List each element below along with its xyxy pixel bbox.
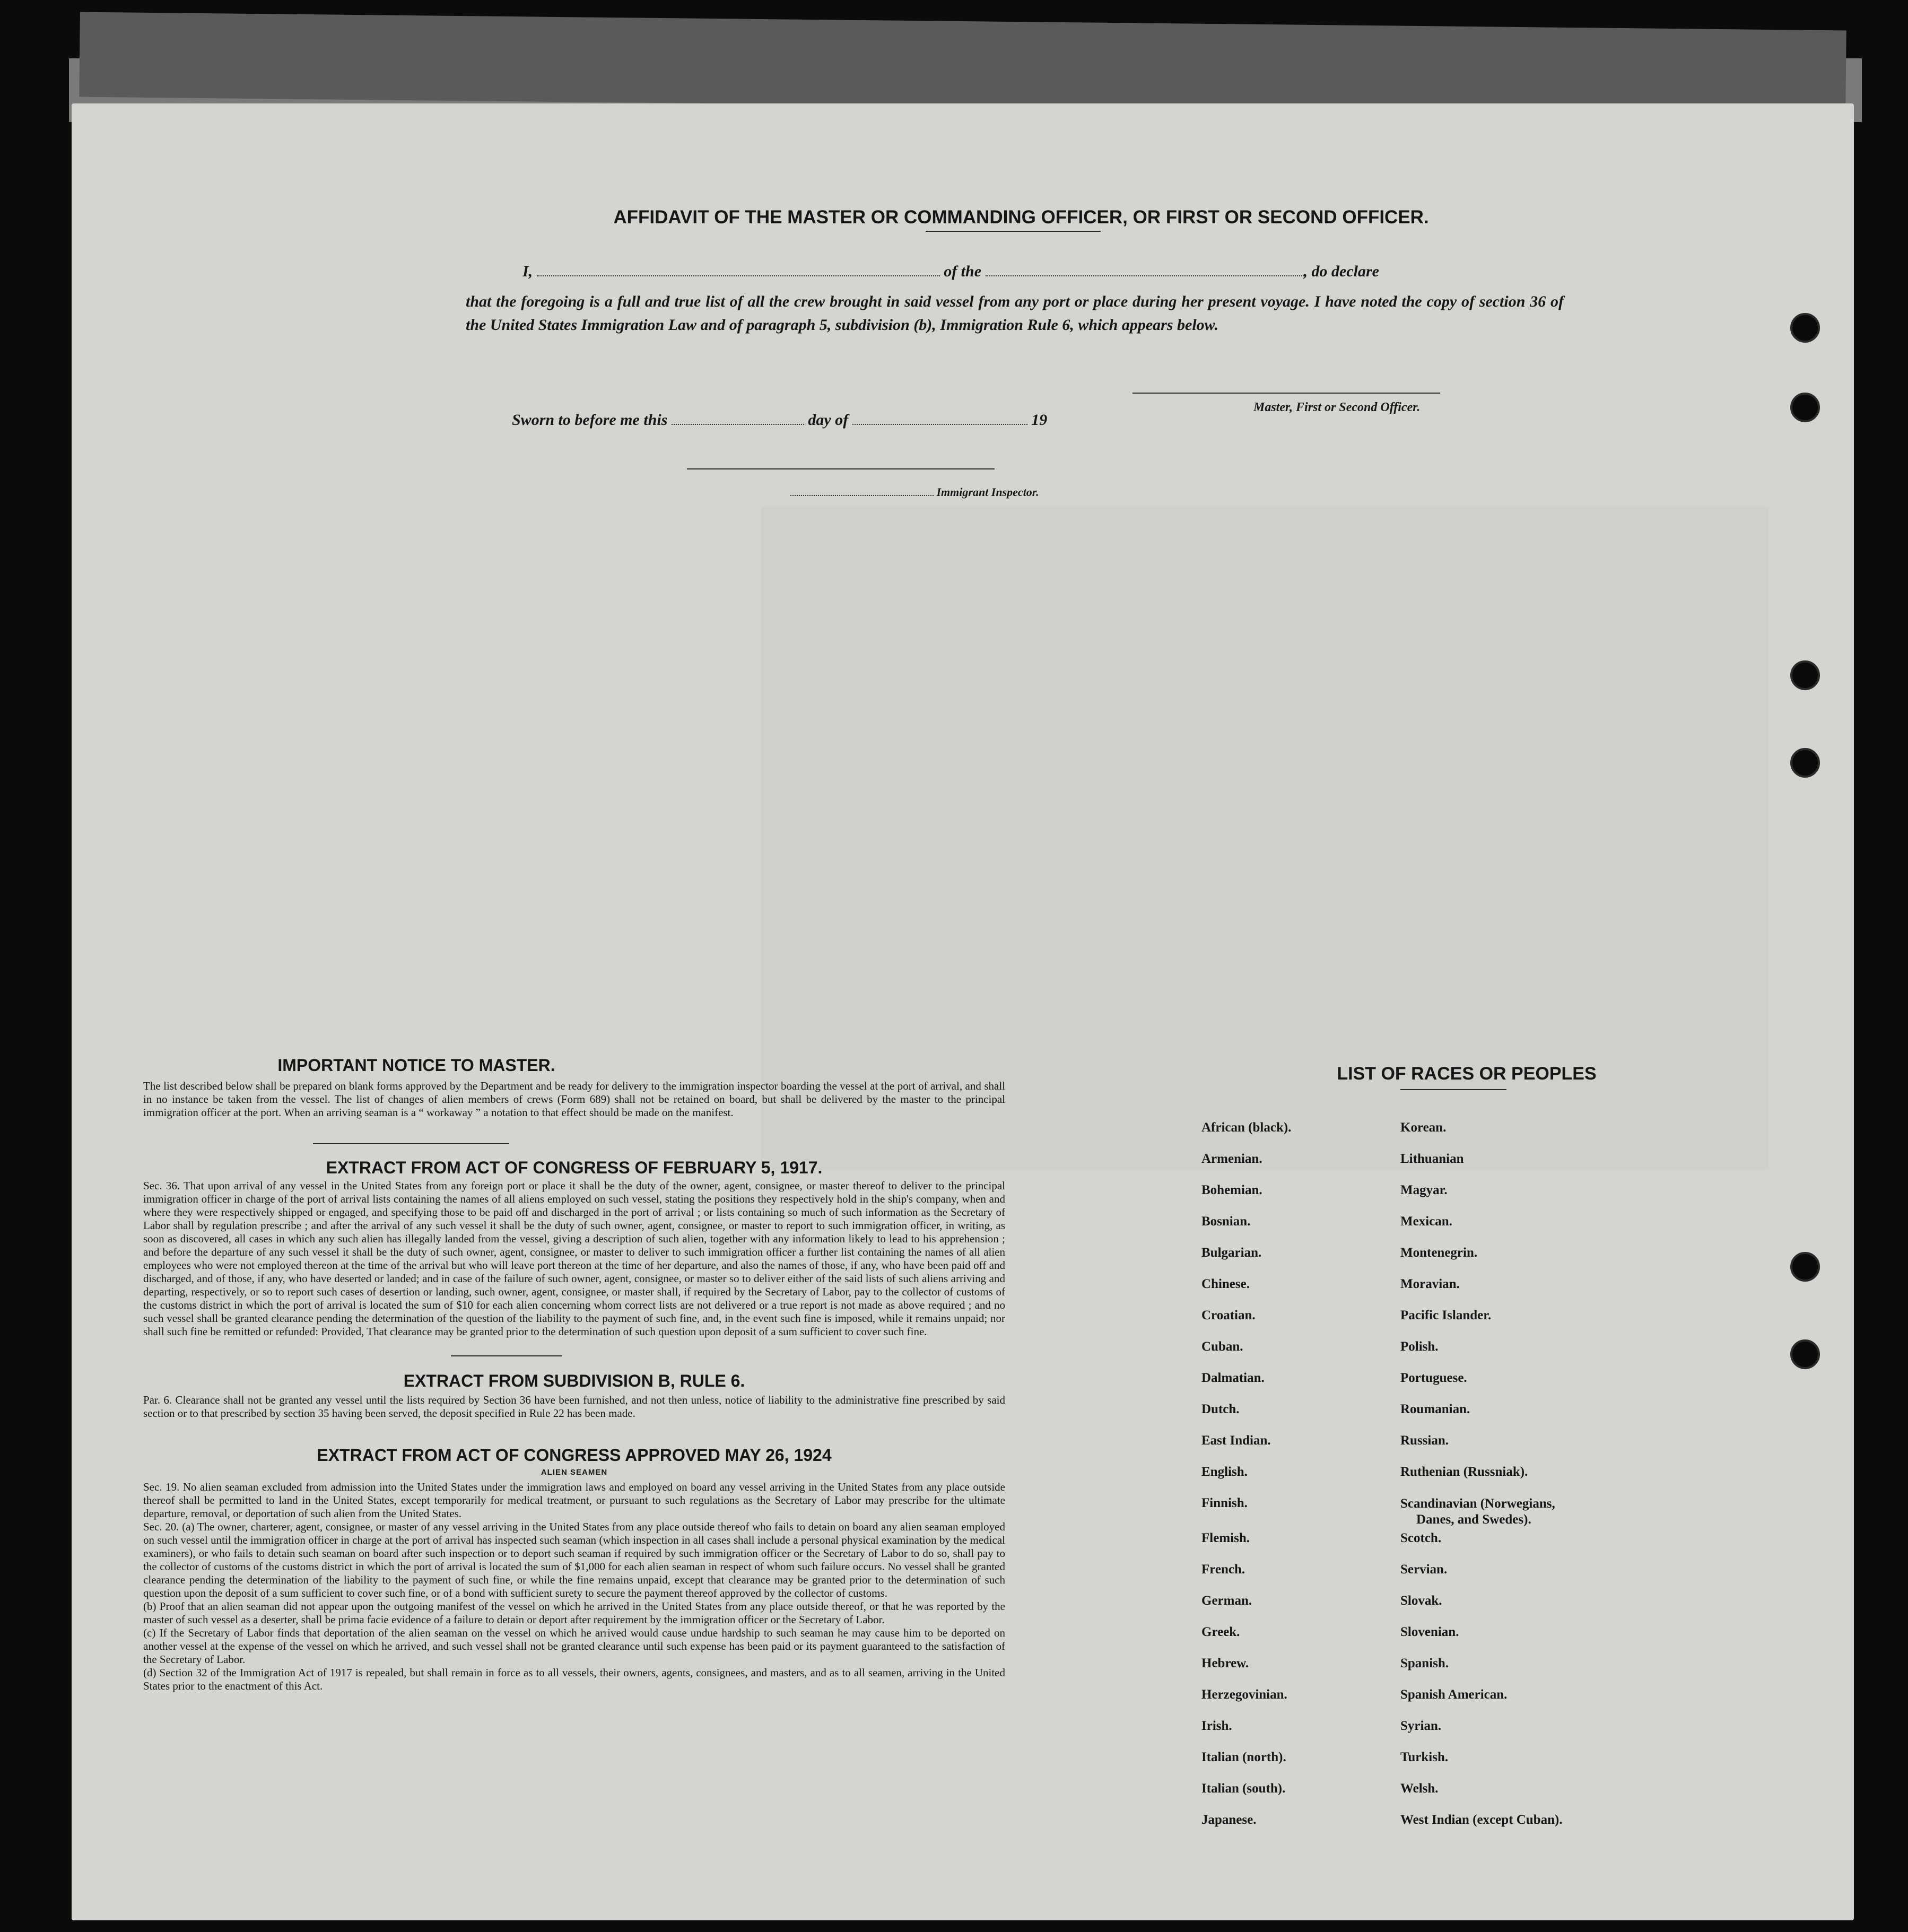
race-item: Japanese. [1201,1813,1257,1827]
race-item: Bohemian. [1201,1183,1262,1197]
do-declare-label: , do declare [1303,263,1379,280]
race-item: Italian (south). [1201,1781,1286,1796]
of-the-label: of the [944,263,982,280]
punch-hole-5 [1790,1252,1820,1282]
sworn-prefix: Sworn to before me this [512,411,668,429]
affidavit-body: that the foregoing is a full and true list of all the crew brought in said vessel from any port or place during her present voyage. I have noted the copy of section 36 of the United States Immigration Law and of paragraph 5, subdivision (b), Immigration Rule 6, which appears below. [466,293,1564,334]
race-item: East Indian. [1201,1433,1271,1448]
race-item: Lithuanian [1400,1152,1464,1166]
punch-hole-2 [1790,393,1820,422]
punch-hole-3 [1790,660,1820,690]
race-item: French. [1201,1562,1245,1577]
inspector-signature-line[interactable] [687,468,995,469]
race-item: Spanish American. [1400,1687,1508,1702]
race-item: Scotch. [1400,1531,1442,1545]
races-right-column [1400,1120,1687,1844]
race-item: Cuban. [1201,1339,1243,1354]
rule6-body: Par. 6. Clearance shall not be granted any vessel until the lists required by Section 36 have been furnished, and not then unless, notice of liability to the administrative fine prescribed by said section or to that prescribed by section 35 having been served, the deposit specified in Rule 22 has been made. [143,1394,1005,1420]
extract-1917-title: EXTRACT FROM ACT OF CONGRESS OF FEBRUARY 5, 1917. [326,1158,823,1177]
race-item: Ruthenian (Russniak). [1400,1465,1528,1479]
affidavit-line1 [522,263,1562,281]
race-item: African (black). [1201,1120,1292,1135]
signature-label: Master, First or Second Officer. [1253,401,1421,414]
race-item: Welsh. [1400,1781,1439,1796]
signature-line[interactable] [1132,393,1440,394]
sec-19-paragraph: Sec. 19. No alien seaman excluded from admission into the United States under the immigration laws and employed on board any vessel arriving in the United States from any place outside thereof shall be permitted to land in the United States, except temporarily for medical treatment, or pursuant to such regulations as the Secretary of Labor may prescribe for the ultimate departure, removal, or deportation of such alien from the United States. [143,1481,1005,1520]
race-item: Dutch. [1201,1402,1240,1416]
race-item: English. [1201,1465,1248,1479]
notice-title: IMPORTANT NOTICE TO MASTER. [277,1056,555,1075]
race-item: Armenian. [1201,1152,1262,1166]
race-item: Greek. [1201,1625,1240,1639]
extract-1924-body [143,1481,1005,1693]
document-page [72,103,1854,1920]
sec-20d-paragraph: (d) Section 32 of the Immigration Act of 1917 is repealed, but shall remain in force as to all vessels, their owners, agents, consignees, and masters, and as to all seamen, arriving in the United States prior to the enactment of this Act. [143,1666,1005,1692]
race-item: Irish. [1201,1719,1232,1733]
divider-1 [313,1143,509,1144]
race-item: West Indian (except Cuban). [1400,1813,1563,1827]
race-item: Italian (north). [1201,1750,1286,1764]
title-underline [926,231,1101,232]
race-item: Slovenian. [1400,1625,1459,1639]
i-label: I, [522,263,533,280]
race-item: Spanish. [1400,1656,1449,1670]
sec-20b-paragraph: (b) Proof that an alien seaman did not appear upon the outgoing manifest of the vessel on which he arrived in the United States from any place outside thereof, or that he was reported by the master of such vessel as a deserter, shall be prima facie evidence of a failure to detain or deport after requirement by the immigration officer or the Secretary of Labor. [143,1600,1005,1626]
inspector-line [790,485,1039,499]
race-item: Turkish. [1400,1750,1449,1764]
race-item-line-wrap: Danes, and Swedes). [1416,1512,1531,1527]
race-item: Dalmatian. [1201,1371,1265,1385]
race-item: Chinese. [1201,1277,1250,1291]
officer-name-field[interactable] [537,275,940,276]
extract-1917-body: Sec. 36. That upon arrival of any vessel in the United States from any foreign port or place it shall be the duty of the owner, agent, consignee, or master thereof to deliver to the principal immigration officer in charge of the port of arrival lists containing the names of all aliens employed on such vessel, stating the positions they respectively hold in the ship's company, when and where they were respectively shipped or engaged, and specifying those to be paid off and discharged in the port of arrival ; or lists containing so much of such information as the Secretary of Labor shall by regulation prescribe ; and after the arrival of any such vessel it shall be the duty of such owner, agent, consignee, or master to report to such immigration officer, in writing, as soon as discovered, all cases in which any such alien has illegally landed from the vessel, giving a description of such alien, together with any information likely to lead to his apprehension ; and before the departure of any such vessel it shall be the duty of such owner, agent, consignee, or master to deliver to such immigration officer a further list containing the names of all alien employees who were not employed thereon at the time of the arrival but who will leave port thereon at the time of her departure, and also the names of those, if any, who have been paid off and discharged, and of those, if any, who have deserted or landed; and in case of the failure of such owner, agent, consignee, or master so to deliver either of the said lists of such aliens arriving and departing, respectively, or so to report such cases of desertion or landing, such owner, agent, consignee, or master shall, if required by the Secretary of Labor, pay to the collector of customs of the customs district in which the port of arrival is located the sum of $10 for each alien concerning whom correct lists are not delivered or a true report is not made as above required ; and no such vessel shall be granted clearance pending the determination of the question of the liability to the payment of such fine, and, in the event such fine is imposed, while it remains unpaid; nor shall such fine be remitted or refunded: Provided, That clearance may be granted prior to the determination of such question upon deposit of a sum sufficient to cover such fine. [143,1179,1005,1338]
punch-hole-6 [1790,1339,1820,1369]
race-item-line: Scandinavian (Norwegians, [1400,1496,1555,1511]
race-item: Magyar. [1400,1183,1448,1197]
sworn-day-of: day of [808,411,849,429]
races-title: LIST OF RACES OR PEOPLES [1337,1064,1597,1084]
race-item: Syrian. [1400,1719,1442,1733]
affidavit-title: AFFIDAVIT OF THE MASTER OR COMMANDING OFFICER, OR FIRST OR SECOND OFFICER. [613,207,1429,228]
punch-hole-1 [1790,313,1820,343]
races-left-column [1201,1120,1403,1844]
sworn-day-field[interactable] [672,424,804,425]
race-item: Portuguese. [1400,1371,1467,1385]
race-item: Hebrew. [1201,1656,1249,1670]
inspector-dots [790,495,934,496]
race-item: Montenegrin. [1400,1246,1478,1260]
race-item: Bulgarian. [1201,1246,1262,1260]
race-item: Korean. [1400,1120,1447,1135]
race-item: Polish. [1400,1339,1439,1354]
inspector-label: Immigrant Inspector. [936,485,1039,499]
sec-20c-paragraph: (c) If the Secretary of Labor finds that deportation of the alien seaman on the vessel on which he arrived would cause undue hardship to such seaman he may cause him to be deported on another vessel at the expense of the vessel on which he arrived, and such vessel shall not be granted clearance until such expense has been paid or its payment guaranteed to the satisfaction of the Secretary of Labor. [143,1626,1005,1666]
sworn-year: 19 [1031,411,1048,429]
sworn-line [512,411,1254,429]
race-item: Roumanian. [1400,1402,1470,1416]
race-item: Finnish. [1201,1496,1248,1510]
sworn-month-field[interactable] [852,424,1027,425]
sec-20a-paragraph: Sec. 20. (a) The owner, charterer, agent, consignee, or master of any vessel arriving in the United States from any place outside thereof who fails to detain on board any alien seaman employed on such vessel until the immigration officer in charge at the port of arrival has inspected such seaman (which inspection in all cases shall include a personal physical examination by the medical examiners), or who fails to detain such seaman on board after such inspection or to deport such seaman if required by such immigration officer or the Secretary of Labor to do so, shall pay to the collector of customs of the customs district in which the port of arrival is located the sum of $1,000 for each alien seaman in respect of whom such failure occurs. No vessel shall be granted clearance pending the determination of the liability to the payment of such fine, or while the fine remains unpaid, except that clearance may be granted prior to the determination of such question upon the deposit of a sum sufficient to cover such fine, or of a bond with sufficient surety to secure the payment thereof approved by the collector of customs. [143,1520,1005,1599]
extract-1924-title: EXTRACT FROM ACT OF CONGRESS APPROVED MAY 26, 1924 [317,1446,832,1465]
extract-1924-subtitle: ALIEN SEAMEN [541,1468,608,1477]
punch-hole-4 [1790,748,1820,778]
race-item: Moravian. [1400,1277,1460,1291]
race-item: Slovak. [1400,1594,1442,1608]
divider-2 [451,1355,562,1356]
races-title-underline [1400,1089,1506,1090]
race-item: German. [1201,1594,1252,1608]
race-item: Pacific Islander. [1400,1308,1492,1322]
race-item: Russian. [1400,1433,1449,1448]
vessel-name-field[interactable] [986,275,1304,276]
race-item: Croatian. [1201,1308,1256,1322]
race-item: Herzegovinian. [1201,1687,1287,1702]
race-item: Bosnian. [1201,1214,1251,1229]
rule6-title: EXTRACT FROM SUBDIVISION B, RULE 6. [403,1371,745,1390]
race-item: Flemish. [1201,1531,1250,1545]
race-item: Mexican. [1400,1214,1452,1229]
notice-body: The list described below shall be prepared on blank forms approved by the Department and be ready for delivery to the immigration inspector boarding the vessel at the port of arrival, and shall in no instance be taken from the vessel. The list of changes of alien members of crews (Form 689) shall not be retained on board, but shall be delivered by the master to the principal immigration officer at the port. When an arriving seaman is a “ workaway ” a notation to that effect should be made on the manifest. [143,1080,1005,1119]
race-item: Servian. [1400,1562,1448,1577]
race-item-multiline [1400,1496,1687,1531]
